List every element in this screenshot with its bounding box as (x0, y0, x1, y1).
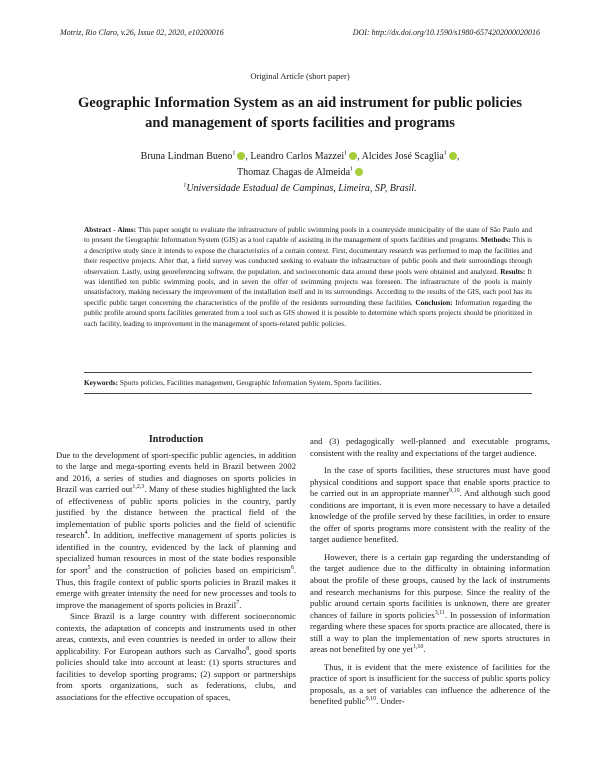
citation-sup[interactable]: 1,10 (412, 644, 424, 651)
text-run: . (239, 599, 242, 610)
orcid-icon[interactable] (355, 168, 363, 176)
text-run: . And although such good conditions are important, it is even more necessary to have a detailed knowledge of the profile served by these facilities, in order to ensure the offer of sports programs more consistent with the reality of the target audience benefited. (310, 488, 550, 545)
intro-paragraph-6 (310, 662, 550, 708)
author-name: Thomaz Chagas de Almeida (236, 167, 351, 178)
divider-bottom (84, 393, 532, 394)
author-name: Alcides José Scaglia (361, 151, 444, 162)
body-column-left (56, 434, 296, 704)
text-run: . (423, 644, 426, 655)
abstract-aims: This paper sought to evaluate the infrastructure of public swimming pools in a countryside municipality of the state of São Paulo and to present the Geographic Information System (GIS) as a tool capable of assisting in the management of sports facilities and programs. (84, 225, 532, 245)
text-run: . Thus, this fragile context of public sports policies in Brazil makes it emerge with greater intensity the need for new processes and tools to improve the management of sports policies in Brazil (56, 565, 297, 610)
citation-sup[interactable]: 6 (290, 565, 294, 572)
abstract-conclusion: Information regarding the public profile around sports facilities generated from a tool such as GIS showed it is possible to determine which sports projects should be prioritized in each facility, leading to improvement in the management of sports-related public policies. (84, 297, 533, 328)
running-header (60, 28, 540, 40)
orcid-icon[interactable] (449, 152, 457, 160)
citation-sup[interactable]: 9,10 (449, 488, 460, 495)
author-affil-sup: 1 (232, 150, 236, 157)
author-affil-sup: 1 (350, 166, 354, 173)
text-run: However, there is a certain gap regarding the understanding of the target audience due to the difficulty in obtaining information about the profile of these groups, caused by the lack of instruments and research mechanisms for this purpose. Since the reality of the public around certain sports facilities is unknown, there are greater chances of failure in sports policies (310, 551, 550, 620)
text-run: Thus, it is evident that the mere existence of facilities for the practice of sport is insufficient for the success of public sports policy proposals, as a set of variables can influence the adherence of the benefited public (310, 661, 550, 707)
citation-sup[interactable]: 3,11 (434, 609, 445, 616)
section-heading-introduction: Introduction (148, 434, 204, 445)
text-run: Due to the development of sport-specific public agencies, in addition to the large and mega-sporting events held in Brazil between 2002 and 2016, a series of studies and diagnoses on sports policies in Brazil was carried out (56, 449, 296, 495)
citation-sup[interactable]: 9,10 (365, 696, 377, 703)
citation-sup[interactable]: 5 (87, 565, 91, 572)
text-run: Since Brazil is a large country with different socioeconomic contexts, the adaptation of concepts and instruments used in other areas, contexts, and even countries is needed in order to allow their applicability. For European authors such as Carvalho (56, 611, 296, 656)
text-run: . In possession of information regarding where these spaces for sports practice are allocated, there is still a way to plan the implementation of new sports structures in areas not benefited by one yet (310, 609, 550, 655)
citation-sup[interactable]: 1,2,3 (132, 484, 145, 491)
intro-paragraph-4 (310, 465, 550, 546)
text-run: and the construction of policies based on empiricism (90, 565, 291, 576)
intro-paragraph-3: and (3) pedagogically well-planned and executable programs, consistent with the reality and expectations of the target audience. (310, 436, 550, 458)
orcid-icon[interactable] (349, 152, 357, 160)
intro-paragraph-5 (310, 552, 550, 656)
text-run: , good sports policies should take into account at least: (1) sports structures and facilities to develop sporting programs; (2) support or partnerships from sports organizations, such as federations, clubs, and associations for the effective occupation of spaces, (56, 645, 296, 703)
author-list: Bruna Lindman Bueno$^1$ , Leandro Carlos Mazzei$^1$ , Alcides José Scaglia$^1$ , Thomaz Chagas de Almeida$^1$ (140, 150, 460, 178)
citation-sup[interactable]: 8 (246, 645, 250, 652)
abstract (84, 225, 532, 329)
article-type: Original Article (short paper) (250, 71, 350, 81)
citation-sup[interactable]: 4 (84, 530, 88, 537)
text-run: . In addition, ineffective management of sports policies is identified in the country, evidenced by the lack of planning and specialized human resources in most of the state bodies responsible for sport (56, 530, 296, 576)
abstract-results: It was identified ten public swimming pools, and in seven the offer of swimming projects was foreseen. The infrastructure of the pools is mainly unsatisfactory, making necessary the improvement of the installation itself and in its surroundings. According to the results of the GIS, each pool has its specific public target concerning the characteristics of the profile of the residents surrounding these facilities. (84, 266, 532, 307)
orcid-icon[interactable] (237, 152, 245, 160)
intro-paragraph-1 (56, 450, 296, 612)
affiliation-sup: 1 (183, 182, 187, 189)
abstract-results-label: Results: (500, 266, 526, 276)
body-column-right (310, 436, 550, 708)
abstract-methods-label: Methods: (480, 235, 511, 245)
text-run: . Under- (376, 696, 405, 707)
keywords (84, 378, 532, 387)
affiliation-text: Universidade Estadual de Campinas, Limeira, SP, Brasil. (186, 183, 417, 194)
journal-citation: Motriz, Rio Claro, v.26, Issue 02, 2020, e10200016 (60, 28, 224, 37)
author-name: Leandro Carlos Mazzei (250, 151, 345, 162)
intro-paragraph-2 (56, 611, 296, 703)
divider-top (84, 372, 532, 373)
keywords-label: Keywords: (84, 378, 119, 387)
text-run: . Many of these studies highlighted the lack of effectiveness of public sports policies in the country, partly justified by the distance between the practical field of the implementation of public sports policies and the field of scientific research (56, 484, 297, 541)
abstract-methods: This is a descriptive study since it intends to expose the characteristics of a certain context. First, documentary research was performed to map the facilities and their respective projects. After that, a field survey was conducted seeking to evaluate the infrastructure of public pools and their surroundings through observation. Lastly, using georeferencing software, the population, and socioeconomic data around these pools were obtained and analyzed. (84, 235, 532, 276)
keywords-text: Sports policies, Facilities management, Geographic Information System, Sports facilities. (119, 378, 382, 387)
text-run: In the case of sports facilities, these structures must have good physical conditions and support space that enable sports practice to be carried out in an appropriate manner (310, 465, 550, 499)
citation-sup[interactable]: 7 (236, 599, 240, 606)
author-affil-sup: 1 (443, 150, 447, 157)
abstract-conclusion-label: Conclusion: (415, 297, 453, 307)
paper-title: Geographic Information System as an aid instrument for public policies and management of sports facilities and programs (77, 95, 522, 131)
doi-link[interactable]: DOI: http://dx.doi.org/10.1590/s1980-6574202000020016 (352, 28, 540, 37)
author-affil-sup: 1 (344, 150, 348, 157)
affiliation (0, 183, 600, 194)
author-name: Bruna Lindman Bueno (140, 151, 233, 162)
abstract-aims-label: Abstract - Aims: (84, 225, 137, 234)
